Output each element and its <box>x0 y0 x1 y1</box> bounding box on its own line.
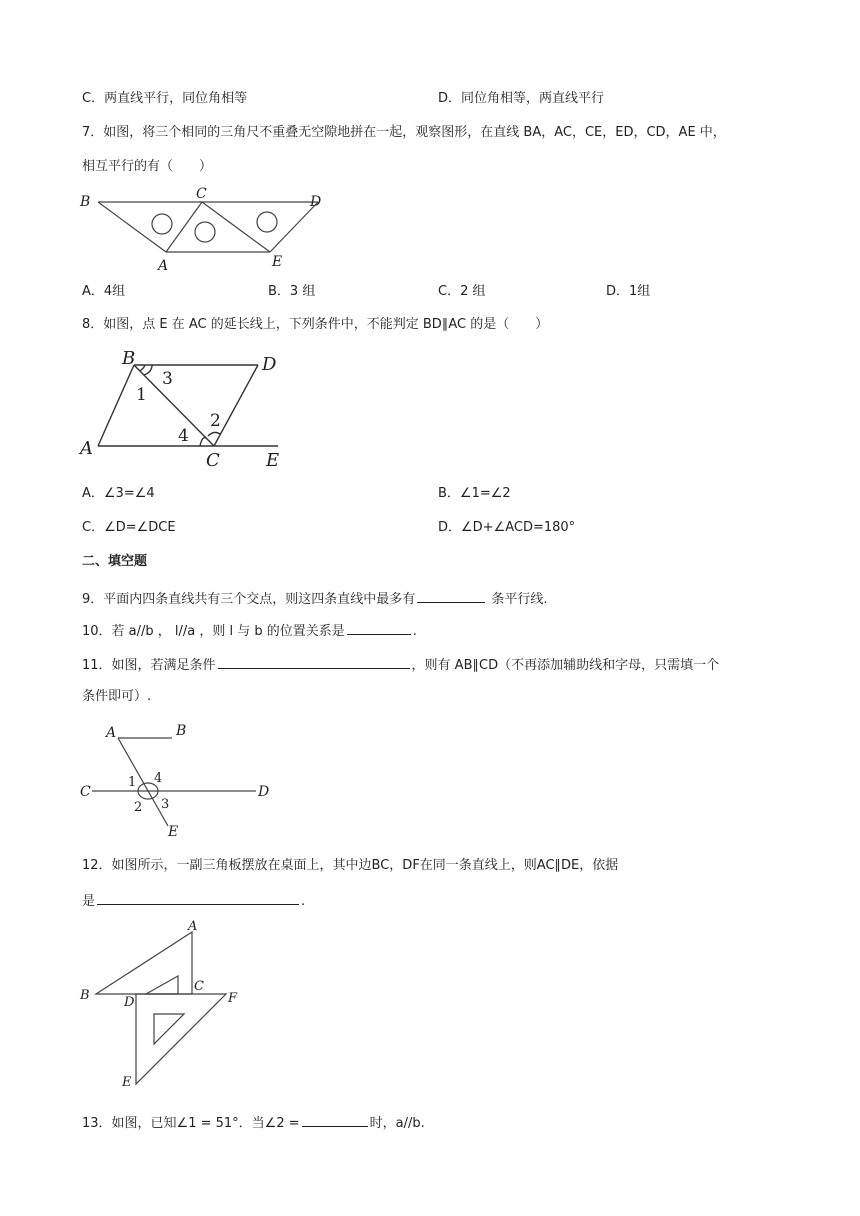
q7-label-a: A <box>158 258 169 274</box>
q6-option-c: C．两直线平行，同位角相等 <box>82 91 248 106</box>
q11-line2: 条件即可）. <box>82 689 152 704</box>
q8-label-a: A <box>80 438 93 459</box>
q8-angle-1: 1 <box>136 385 147 405</box>
q12-label-c: C <box>194 979 204 994</box>
q7-option-a: A．4组 <box>82 284 126 299</box>
q12-label-d: D <box>124 995 135 1010</box>
q11-label-e: E <box>168 824 179 840</box>
q13-answer-blank[interactable] <box>302 1112 368 1127</box>
q7-option-d: D．1组 <box>606 284 651 299</box>
q7-label-d: D <box>310 194 322 210</box>
q8-angle-2: 2 <box>210 411 221 431</box>
q7-option-b: B．3 组 <box>268 284 316 299</box>
q9-text-before: 9．平面内四条直线共有三个交点，则这四条直线中最多有 <box>82 592 416 607</box>
q12-text-before: 是 <box>82 894 96 909</box>
q8-stem: 8．如图，点 E 在 AC 的延长线上，下列条件中，不能判定 BD∥AC 的是（ ） <box>82 317 549 332</box>
q12-label-f: F <box>228 991 238 1006</box>
q11-label-b: B <box>176 723 187 739</box>
q6-option-d: D．同位角相等，两直线平行 <box>438 91 605 106</box>
q8-angle-4: 4 <box>178 426 189 446</box>
q7-option-c: C．2 组 <box>438 284 486 299</box>
q11-angle-1: 1 <box>128 775 137 790</box>
q11-text-after: ，则有 AB∥CD（不再添加辅助线和字母，只需填一个 <box>411 658 720 673</box>
q7-label-c: C <box>196 186 207 202</box>
q10-line <box>82 620 417 641</box>
q12-line1: 12．如图所示，一副三角板摆放在桌面上，其中边BC，DF在同一条直线上，则AC∥DE，依据 <box>82 858 619 873</box>
q13-text-before: 13．如图，已知∠1 = 51°．当∠2 = <box>82 1116 300 1131</box>
q11-angle-4: 4 <box>154 771 163 786</box>
q11-label-a: A <box>106 725 117 741</box>
q10-text-before: 10．若 a//b ， l//a ，则 l 与 b 的位置关系是 <box>82 624 345 639</box>
q11-line1 <box>82 654 719 675</box>
section-title-fill-in: 二、填空题 <box>82 554 148 569</box>
q11-figure <box>78 720 288 838</box>
q11-label-d: D <box>258 784 270 800</box>
q13-text-after: 时，a//b. <box>369 1116 425 1131</box>
q11-angle-2: 2 <box>134 800 143 815</box>
q8-label-b: B <box>122 348 136 369</box>
q9-answer-blank[interactable] <box>417 588 485 603</box>
q12-figure <box>78 918 258 1093</box>
q8-label-c: C <box>206 450 220 471</box>
q8-option-b: B．∠1=∠2 <box>438 486 511 501</box>
q7-label-b: B <box>80 194 91 210</box>
q8-label-e: E <box>266 450 280 471</box>
q9-line <box>82 588 548 609</box>
q12-answer-blank[interactable] <box>97 890 299 905</box>
q8-figure <box>78 344 318 469</box>
q11-text-before: 11．如图，若满足条件 <box>82 658 216 673</box>
q11-angle-3: 3 <box>161 797 170 812</box>
q7-stem-line1: 7．如图，将三个相同的三角尺不重叠无空隙地拼在一起，观察图形，在直线 BA，AC，CE，ED，CD，AE 中， <box>82 125 726 140</box>
q12-label-b: B <box>80 988 90 1003</box>
q8-label-d: D <box>262 354 277 375</box>
q8-option-d: D．∠D+∠ACD=180° <box>438 520 576 535</box>
q11-answer-blank[interactable] <box>218 654 410 669</box>
q7-label-e: E <box>272 254 283 270</box>
q12-text-after: . <box>301 894 306 909</box>
q7-stem-line2: 相互平行的有（ ） <box>82 159 213 174</box>
q8-option-a: A．∠3=∠4 <box>82 486 155 501</box>
q12-label-a: A <box>188 919 198 934</box>
q13-line <box>82 1112 425 1133</box>
q7-figure <box>78 184 338 274</box>
q10-answer-blank[interactable] <box>347 620 411 635</box>
q8-angle-3: 3 <box>162 369 173 389</box>
q8-option-c: C．∠D=∠DCE <box>82 520 176 535</box>
q12-line2 <box>82 890 305 911</box>
q9-text-after: 条平行线. <box>491 592 548 607</box>
q12-label-e: E <box>122 1075 132 1090</box>
q10-text-after: . <box>412 624 417 639</box>
q11-label-c: C <box>80 784 91 800</box>
